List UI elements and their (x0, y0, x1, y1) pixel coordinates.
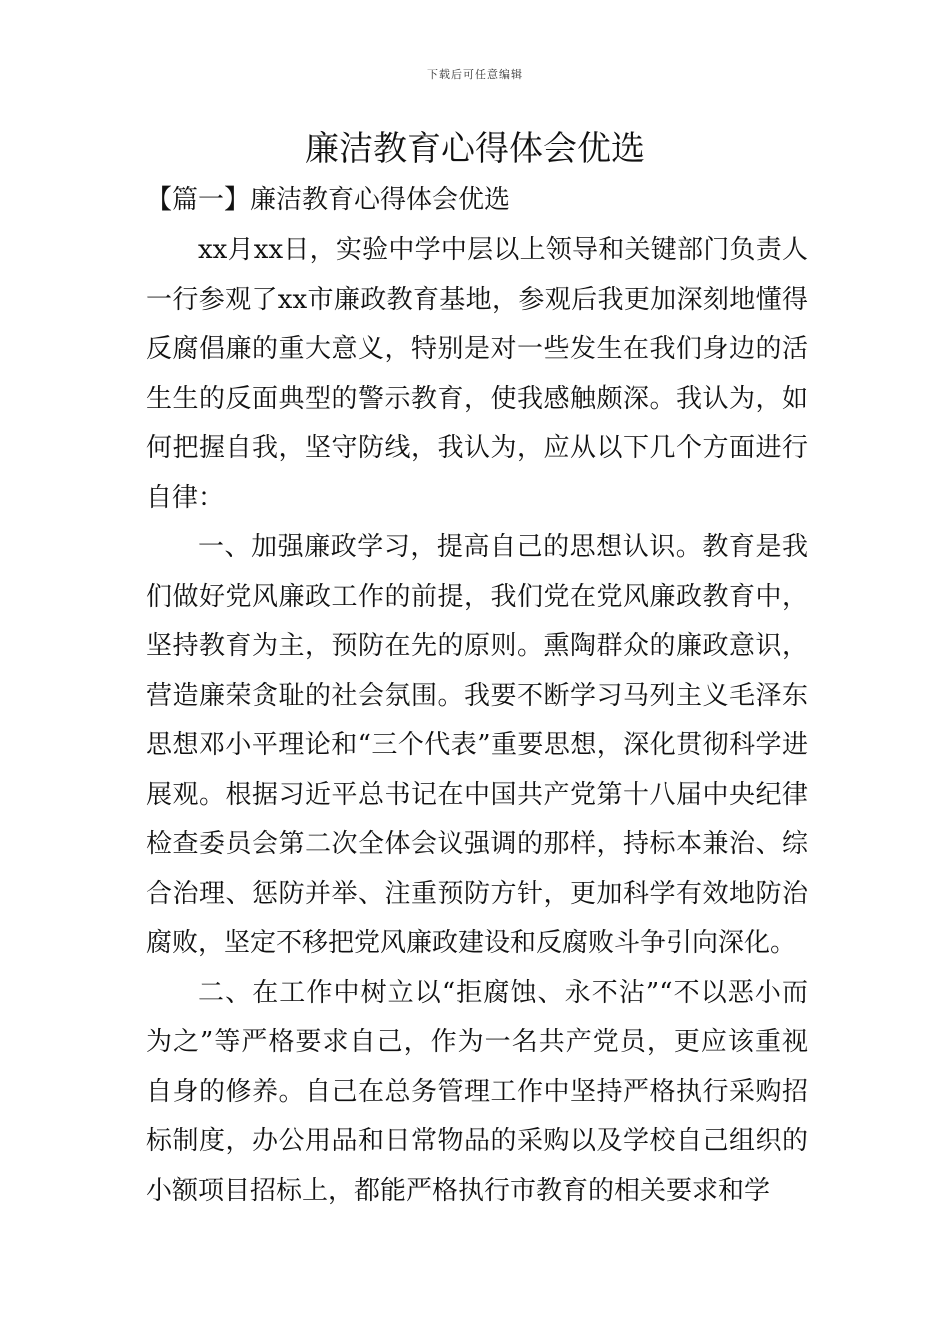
paragraph: xx月xx日，实验中学中层以上领导和关键部门负责人一行参观了xx市廉政教育基地，参观后我更加深刻地懂得反腐倡廉的重大意义，特别是对一些发生在我们身边的活生生的反面典型的警示教育，使我感触颇深。我认为，如何把握自我，坚守防线，我认为，应从以下几个方面进行自律： (146, 235, 808, 513)
paragraph: 二、在工作中树立以“拒腐蚀、永不沾”“不以恶小而为之”等严格要求自己，作为一名共产党员，更应该重视自身的修养。自己在总务管理工作中坚持严格执行采购招标制度，办公用品和日常物品的采购以及学校自己组织的小额项目招标上，都能严格执行市教育的相关要求和学 (146, 977, 808, 1206)
header-note: 下载后可任意编辑 (427, 68, 523, 81)
section-heading: 【篇一】廉洁教育心得体会优选 (146, 185, 511, 215)
body-text (146, 226, 808, 1216)
paragraph: 一、加强廉政学习，提高自己的思想认识。教育是我们做好党风廉政工作的前提，我们党在党风廉政教育中，坚持教育为主，预防在先的原则。熏陶群众的廉政意识，营造廉荣贪耻的社会氛围。我要不断学习马列主义毛泽东思想邓小平理论和“三个代表”重要思想，深化贯彻科学进展观。根据习近平总书记在中国共产党第十八届中央纪律检查委员会第二次全体会议强调的那样，持标本兼治、综合治理、惩防并举、注重预防方针，更加科学有效地防治腐败，坚定不移把党风廉政建设和反腐败斗争引向深化。 (146, 532, 808, 958)
document-title: 廉洁教育心得体会优选 (305, 129, 645, 169)
